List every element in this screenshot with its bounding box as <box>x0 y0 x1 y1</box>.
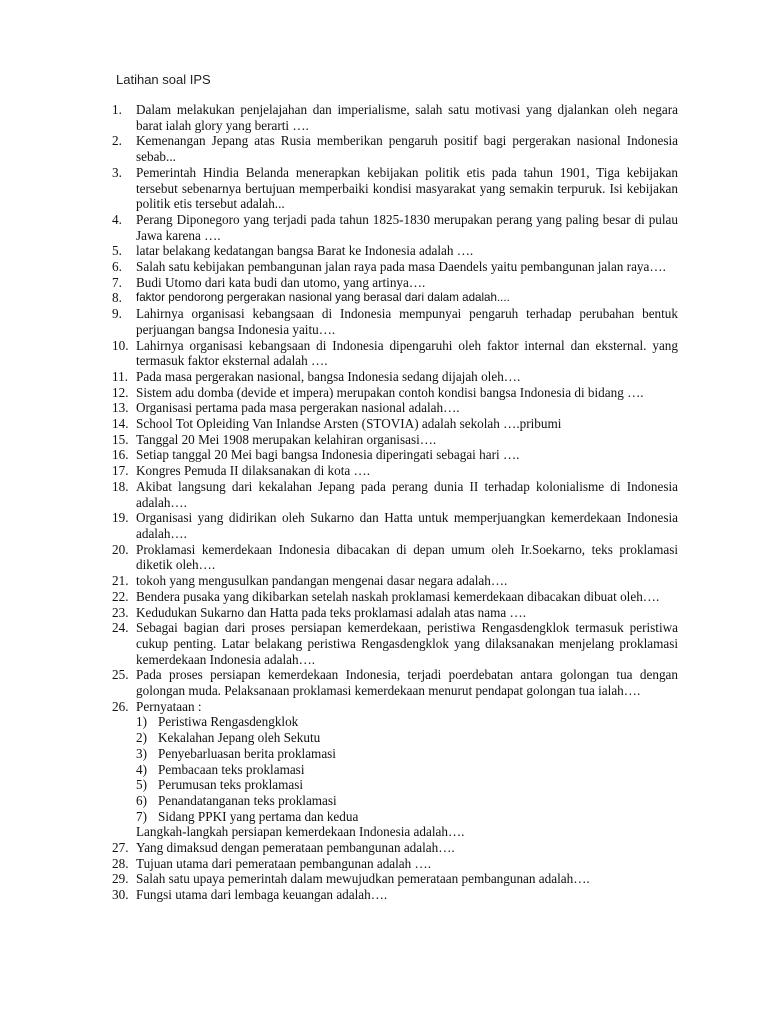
question-text: Dalam melakukan penjelajahan dan imperialisme, salah satu motivasi yang djalankan oleh negara barat ialah glory yang berarti …. <box>136 102 678 133</box>
question-number: 18. <box>112 478 129 494</box>
question-number: 11. <box>112 368 128 384</box>
question-text: Sebagai bagian dari proses persiapan kemerdekaan, peristiwa Rengasdengklok termasuk peristiwa cukup penting. Latar belakang peristiwa Rengasdengklok yang dilaksanakan menjelang proklamasi kemerdekaan Indonesia adalah…. <box>136 620 678 667</box>
question-text: Tanggal 20 Mei 1908 merupakan kelahiran organisasi…. <box>136 431 437 447</box>
question-text: Setiap tanggal 20 Mei bagi bangsa Indonesia diperingati sebagai hari …. <box>136 447 520 463</box>
question-number: 26. <box>112 698 129 714</box>
statement-number: 3) <box>136 745 147 761</box>
statement-number: 5) <box>136 777 147 793</box>
document-title: Latihan soal IPS <box>116 72 211 87</box>
question-number: 7. <box>112 274 122 290</box>
question-number: 4. <box>112 211 122 227</box>
question-number: 12. <box>112 384 129 400</box>
question-item-4 <box>112 212 678 243</box>
question-item-1 <box>112 102 678 133</box>
question-text: Salah satu upaya pemerintah dalam mewujudkan pemerataan pembangunan adalah…. <box>136 871 590 887</box>
question-number: 13. <box>112 400 129 416</box>
question-item-29 <box>112 871 678 887</box>
question-number: 2. <box>112 133 122 149</box>
question-number: 10. <box>112 337 129 353</box>
question-item-12 <box>112 385 678 401</box>
question-item-21 <box>112 573 678 589</box>
question-item-2 <box>112 133 678 164</box>
question-number: 20. <box>112 541 129 557</box>
question-text: Kongres Pemuda II dilaksanakan di kota …. <box>136 463 371 479</box>
question-item-23 <box>112 605 678 621</box>
statement-number: 1) <box>136 714 147 730</box>
statement-text: Pembacaan teks proklamasi <box>158 761 305 777</box>
question-item-17 <box>112 463 678 479</box>
statement-number: 6) <box>136 792 147 808</box>
question-text: Bendera pusaka yang dikibarkan setelah naskah proklamasi kemerdekaan dibacakan dibuat oleh…. <box>136 588 660 604</box>
question-number: 21. <box>112 573 129 589</box>
question-text: Lahirnya organisasi kebangsaan di Indonesia mempunyai pengaruh terhadap perubahan bentuk perjuangan bangsa Indonesia yaitu…. <box>136 306 678 337</box>
question-text: Kemenangan Jepang atas Rusia memberikan pengaruh positif bagi pergerakan nasional Indonesia sebab... <box>136 133 678 165</box>
question-number: 27. <box>112 840 129 856</box>
statement-text: Kekalahan Jepang oleh Sekutu <box>158 730 321 746</box>
statement-item <box>136 730 678 746</box>
question-item-27 <box>112 840 678 856</box>
question-text: Budi Utomo dari kata budi dan utomo, yang artinya…. <box>136 274 426 290</box>
question-text: Pemerintah Hindia Belanda menerapkan kebijakan politik etis pada tahun 1901, Tiga kebijakan tersebut sebenarnya bertujuan memperbaiki kondisi masyarakat yang semakin terpuruk. Isi kebijakan politik etis tersebut adalah... <box>136 164 678 212</box>
question-item-24 <box>112 620 678 667</box>
statement-item <box>136 793 678 809</box>
question-number: 9. <box>112 306 122 322</box>
question-number: 22. <box>112 588 129 604</box>
question-text: Organisasi yang didirikan oleh Sukarno dan Hatta untuk memperjuangkan kemerdekaan Indonesia adalah…. <box>136 510 678 541</box>
question-text: Organisasi pertama pada masa pergerakan nasional adalah…. <box>136 400 460 416</box>
question-number: 6. <box>112 259 122 275</box>
question-item-5 <box>112 243 678 259</box>
question-item-26 <box>112 699 678 840</box>
question-text: latar belakang kedatangan bangsa Barat ke Indonesia adalah …. <box>136 243 474 259</box>
question-number: 24. <box>112 620 129 636</box>
question-text: Salah satu kebijakan pembangunan jalan raya pada masa Daendels yaitu pembangunan jalan raya…. <box>136 259 666 275</box>
question-number: 16. <box>112 447 129 463</box>
statement-item <box>136 777 678 793</box>
question-text: School Tot Opleiding Van Inlandse Arsten (STOVIA) adalah sekolah ….pribumi <box>136 416 562 432</box>
question-text: tokoh yang mengusulkan pandangan mengenai dasar negara adalah…. <box>136 573 508 589</box>
statement-item <box>136 746 678 762</box>
statement-number: 2) <box>136 730 147 746</box>
question-conclusion: Langkah-langkah persiapan kemerdekaan Indonesia adalah…. <box>136 824 465 840</box>
question-item-19 <box>112 510 678 541</box>
statement-number: 4) <box>136 761 147 777</box>
question-text: faktor pendorong pergerakan nasional yang berasal dari dalam adalah.... <box>136 291 510 305</box>
question-item-22 <box>112 589 678 605</box>
question-text: Kedudukan Sukarno dan Hatta pada teks proklamasi adalah atas nama …. <box>136 604 527 620</box>
question-number: 23. <box>112 604 129 620</box>
question-item-16 <box>112 447 678 463</box>
question-number: 5. <box>112 243 122 259</box>
question-item-15 <box>112 432 678 448</box>
statement-text: Perumusan teks proklamasi <box>158 777 304 793</box>
question-text: Sistem adu domba (devide et impera) merupakan contoh kondisi bangsa Indonesia di bidang …. <box>136 384 644 400</box>
question-item-10 <box>112 338 678 369</box>
question-text: Yang dimaksud dengan pemerataan pembangunan adalah…. <box>136 840 455 856</box>
statement-item <box>136 714 678 730</box>
question-text: Proklamasi kemerdekaan Indonesia dibacakan di depan umum oleh Ir.Soekarno, teks proklamasi diketik oleh…. <box>136 541 678 573</box>
question-number: 30. <box>112 887 129 903</box>
question-number: 1. <box>112 102 122 117</box>
statement-text: Penyebarluasan berita proklamasi <box>158 745 336 761</box>
statement-text: Peristiwa Rengasdengklok <box>158 714 299 730</box>
question-item-20 <box>112 542 678 573</box>
statement-text: Penandatanganan teks proklamasi <box>158 792 337 808</box>
question-item-9 <box>112 306 678 337</box>
question-item-8 <box>112 290 678 306</box>
question-item-30 <box>112 887 678 903</box>
question-number: 29. <box>112 871 129 887</box>
question-item-18 <box>112 479 678 510</box>
question-number: 19. <box>112 510 129 526</box>
question-number: 14. <box>112 416 129 432</box>
question-item-28 <box>112 856 678 872</box>
question-number: 17. <box>112 463 129 479</box>
question-item-7 <box>112 275 678 291</box>
statement-number: 7) <box>136 808 147 824</box>
statement-list <box>136 714 678 824</box>
question-list <box>112 102 678 903</box>
question-item-25 <box>112 667 678 698</box>
question-item-3 <box>112 165 678 212</box>
question-text: Pada proses persiapan kemerdekaan Indonesia, terjadi poerdebatan antara golongan tua dengan golongan muda. Pelaksanaan proklamasi kemerdekaan menurut pendapat golongan tua ialah…. <box>136 667 678 699</box>
question-number: 8. <box>112 290 122 306</box>
question-item-6 <box>112 259 678 275</box>
question-item-11 <box>112 369 678 385</box>
question-number: 25. <box>112 667 129 683</box>
statement-item <box>136 762 678 778</box>
question-text: Lahirnya organisasi kebangsaan di Indonesia dipengaruhi oleh faktor internal dan eksternal. yang termasuk faktor eksternal adalah …. <box>136 337 678 369</box>
question-text: Tujuan utama dari pemerataan pembangunan adalah …. <box>136 855 432 871</box>
question-text: Pada masa pergerakan nasional, bangsa Indonesia sedang dijajah oleh…. <box>136 368 521 384</box>
question-item-14 <box>112 416 678 432</box>
statement-item <box>136 809 678 825</box>
question-number: 28. <box>112 855 129 871</box>
question-text: Pernyataan : <box>136 698 202 714</box>
question-number: 15. <box>112 431 129 447</box>
question-text: Perang Diponegoro yang terjadi pada tahun 1825-1830 merupakan perang yang paling besar di pulau Jawa karena …. <box>136 211 678 243</box>
statement-text: Sidang PPKI yang pertama dan kedua <box>158 808 359 824</box>
question-number: 3. <box>112 164 122 180</box>
question-text: Fungsi utama dari lembaga keuangan adalah…. <box>136 887 388 903</box>
question-text: Akibat langsung dari kekalahan Jepang pada perang dunia II terhadap kolonialisme di Indonesia adalah…. <box>136 478 678 510</box>
question-item-13 <box>112 400 678 416</box>
